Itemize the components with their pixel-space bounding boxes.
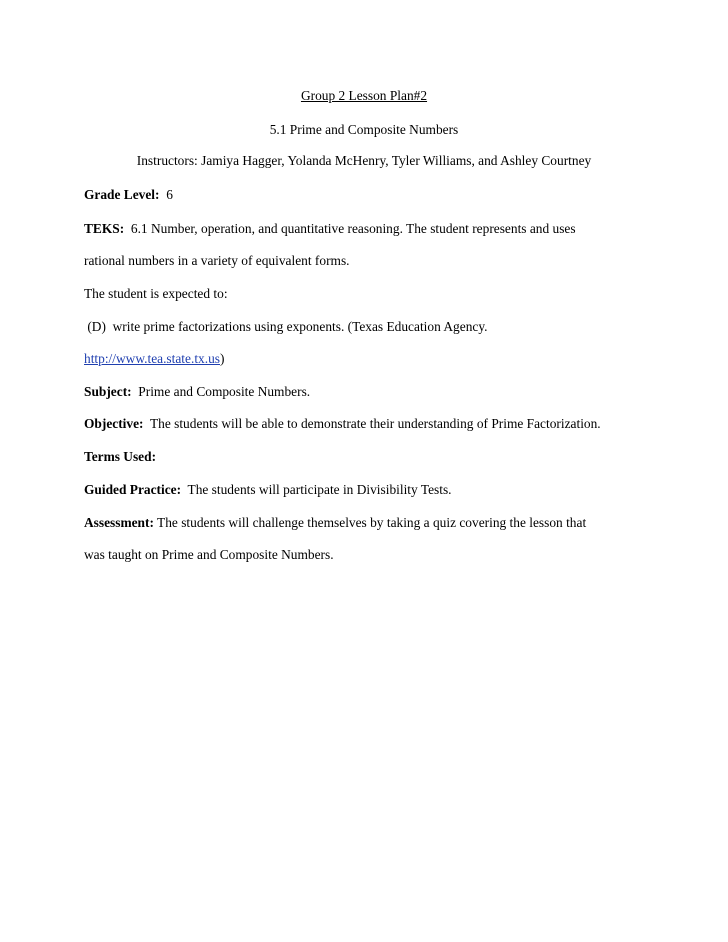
guided-practice-label: Guided Practice: bbox=[84, 482, 182, 497]
objective-label: Objective: bbox=[84, 416, 144, 431]
document-title-line bbox=[0, 88, 728, 104]
link-close-paren: ) bbox=[220, 351, 225, 366]
objective-line bbox=[84, 416, 601, 432]
teks-text-1: 6.1 Number, operation, and quantitative reasoning. The student represents and uses bbox=[124, 221, 576, 236]
grade-level-line bbox=[84, 187, 173, 203]
assessment-line-1 bbox=[84, 515, 586, 531]
document-subtitle: 5.1 Prime and Composite Numbers bbox=[269, 122, 459, 137]
subject-line bbox=[84, 384, 310, 400]
item-d-line: (D) write prime factorizations using exponents. (Texas Education Agency. bbox=[84, 319, 488, 334]
objective-value: The students will be able to demonstrate their understanding of Prime Factorization. bbox=[143, 416, 601, 431]
teks-line-1 bbox=[84, 221, 576, 237]
assessment-line-2: was taught on Prime and Composite Numbers. bbox=[84, 547, 334, 562]
assessment-label: Assessment: bbox=[84, 515, 154, 530]
terms-used-label: Terms Used: bbox=[84, 449, 157, 464]
guided-practice-line bbox=[84, 482, 452, 498]
grade-level-value: 6 bbox=[159, 187, 173, 202]
teks-label: TEKS: bbox=[84, 221, 125, 236]
grade-level-label: Grade Level: bbox=[84, 187, 160, 202]
subject-label: Subject: bbox=[84, 384, 132, 399]
document-title: Group 2 Lesson Plan#2 bbox=[300, 88, 428, 103]
assessment-text-1: The students will challenge themselves by taking a quiz covering the lesson that bbox=[153, 515, 587, 530]
terms-used-line bbox=[84, 449, 156, 465]
subject-value: Prime and Composite Numbers. bbox=[131, 384, 311, 399]
teks-line-2: rational numbers in a variety of equivalent forms. bbox=[84, 253, 350, 268]
link-line bbox=[84, 351, 224, 367]
instructors-line: Instructors: Jamiya Hagger, Yolanda McHenry, Tyler Williams, and Ashley Courtney bbox=[136, 153, 592, 168]
tea-link[interactable]: http://www.tea.state.tx.us bbox=[84, 351, 220, 366]
expected-line: The student is expected to: bbox=[84, 286, 228, 301]
guided-practice-value: The students will participate in Divisibility Tests. bbox=[181, 482, 452, 497]
